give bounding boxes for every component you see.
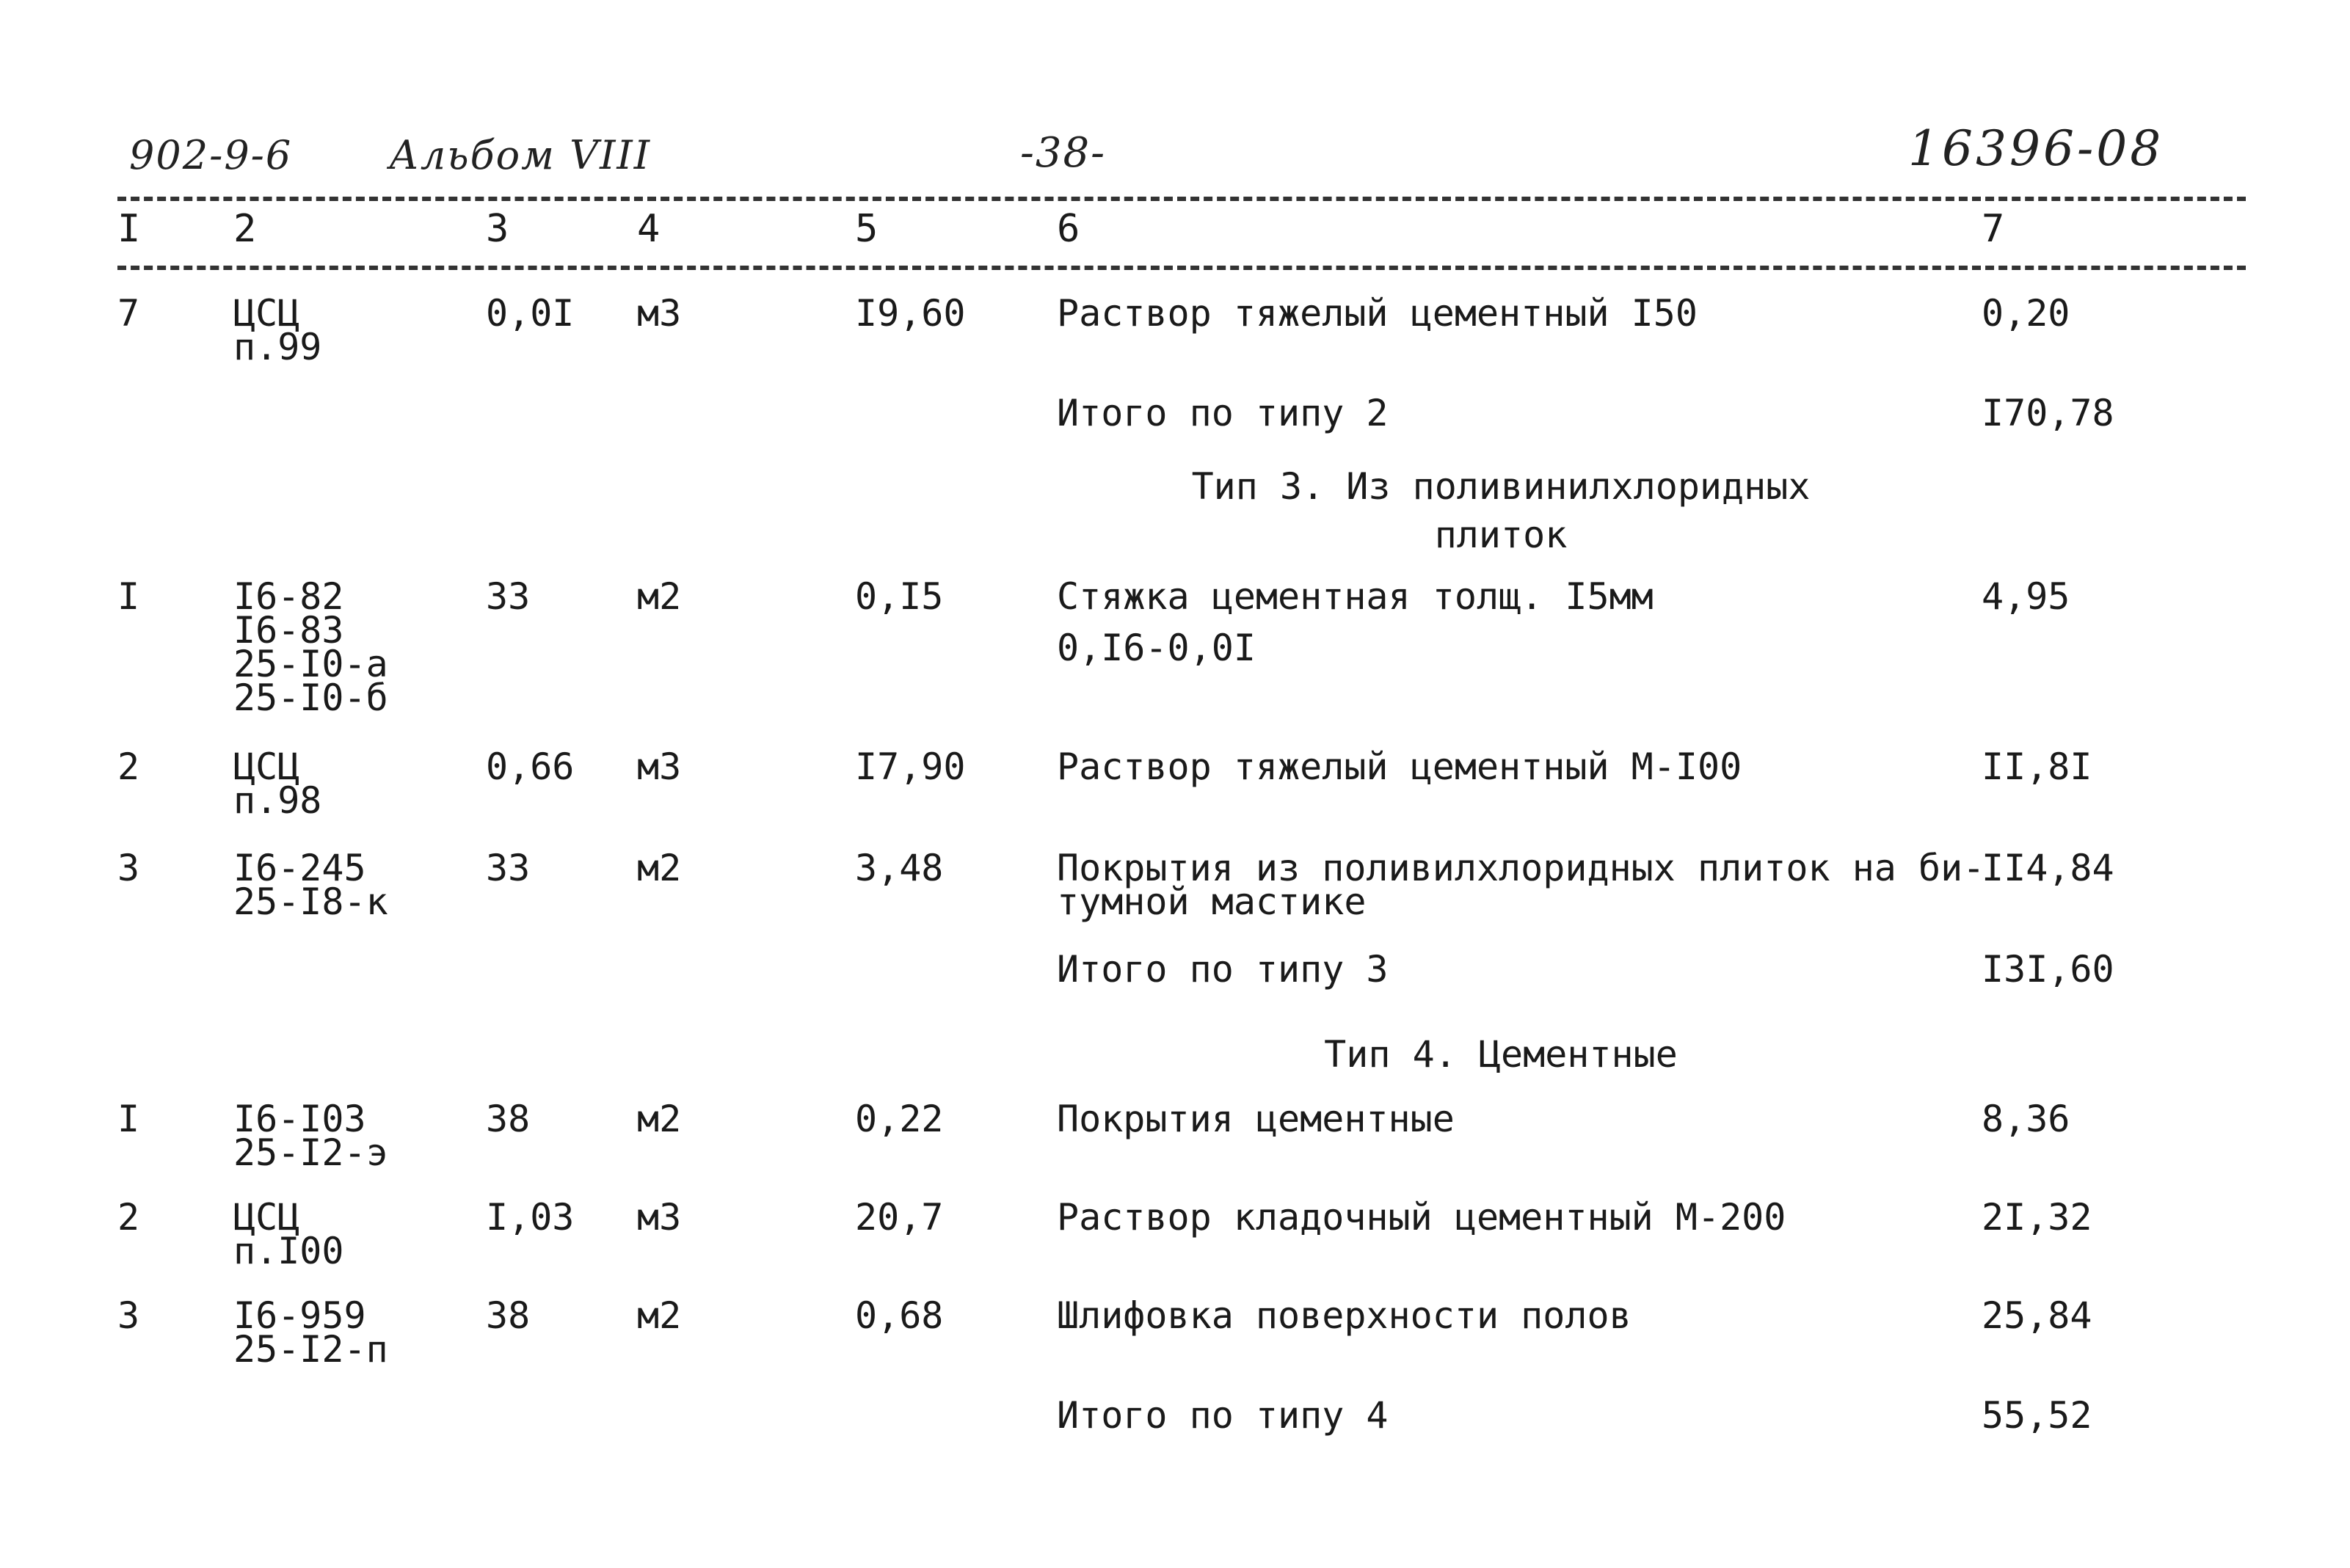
row-description: Покрытия из поливилхлоридных плиток на би- тумной мастике [1057,847,1985,923]
row-description: Стяжка цементная толщ. I5мм [1057,575,1654,618]
row-unit: м2 [637,1098,682,1140]
row-price: 0,22 [855,1098,944,1140]
document-number: 16396-08 [1908,120,2164,177]
column-header-3: 3 [486,207,509,251]
column-header-4: 4 [637,207,661,251]
row-quantity: 38 [486,1098,531,1140]
row-unit: м2 [637,575,682,618]
row-description: Раствор тяжелый цементный I50 [1057,292,1698,335]
subtotal-value: I3I,60 [1982,948,2114,991]
row-unit: м2 [637,1294,682,1337]
row-quantity: 0,66 [486,745,575,788]
row-reference: ЦСЦ п.99 [233,292,322,368]
row-number: I [117,1098,140,1140]
row-reference: ЦСЦ п.98 [233,745,322,822]
row-quantity: 38 [486,1294,531,1337]
row-price: I9,60 [855,292,966,335]
row-number: 7 [117,292,140,335]
column-header-5: 5 [855,207,878,251]
row-total: 25,84 [1982,1294,2092,1337]
row-total: 0,20 [1982,292,2070,335]
section-heading: Тип 3. Из поливинилхлоридных плиток [1191,465,1811,556]
dashed-rule-bottom [117,266,2246,270]
subtotal-label: Итого по типу 2 [1057,392,1389,434]
row-price: I7,90 [855,745,966,788]
row-quantity: I,03 [486,1196,575,1239]
row-total: II,8I [1982,745,2092,788]
row-quantity: 33 [486,847,531,889]
row-price: 0,I5 [855,575,944,618]
row-description: Покрытия цементные [1057,1098,1455,1140]
row-description: Шлифовка поверхности полов [1057,1294,1631,1337]
row-description-note: 0,I6-0,0I [1057,627,1256,669]
row-number: 3 [117,1294,140,1337]
row-reference: I6-I03 25-I2-э [233,1098,388,1174]
album-label: Альбом VIII [389,132,652,178]
row-description: Раствор кладочный цементный М-200 [1057,1196,1786,1239]
row-description: Раствор тяжелый цементный М-I00 [1057,745,1742,788]
row-price: 0,68 [855,1294,944,1337]
row-number: 2 [117,745,140,788]
row-total: 4,95 [1982,575,2070,618]
row-number: I [117,575,140,618]
document-code: 902-9-6 [129,132,293,178]
row-unit: м2 [637,847,682,889]
row-total: II4,84 [1982,847,2114,889]
subtotal-value: 55,52 [1982,1394,2092,1437]
page-number: -38- [1020,129,1107,177]
row-number: 3 [117,847,140,889]
row-total: 8,36 [1982,1098,2070,1140]
row-total: 2I,32 [1982,1196,2092,1239]
column-header-7: 7 [1982,207,2005,251]
subtotal-value: I70,78 [1982,392,2114,434]
row-number: 2 [117,1196,140,1239]
subtotal-label: Итого по типу 4 [1057,1394,1389,1437]
row-price: 3,48 [855,847,944,889]
row-quantity: 0,0I [486,292,575,335]
row-reference: ЦСЦ п.I00 [233,1196,344,1272]
row-reference: I6-245 25-I8-к [233,847,388,923]
column-header-2: 2 [233,207,257,251]
column-header-6: 6 [1057,207,1080,251]
row-price: 20,7 [855,1196,944,1239]
column-header-1: I [117,207,141,251]
section-heading: Тип 4. Цементные [1324,1033,1678,1076]
row-unit: м3 [637,1196,682,1239]
row-reference: I6-959 25-I2-п [233,1294,388,1371]
row-reference: I6-82 I6-83 25-I0-а 25-I0-б [233,575,388,719]
row-quantity: 33 [486,575,531,618]
row-unit: м3 [637,292,682,335]
row-unit: м3 [637,745,682,788]
subtotal-label: Итого по типу 3 [1057,948,1389,991]
dashed-rule-top [117,197,2246,201]
